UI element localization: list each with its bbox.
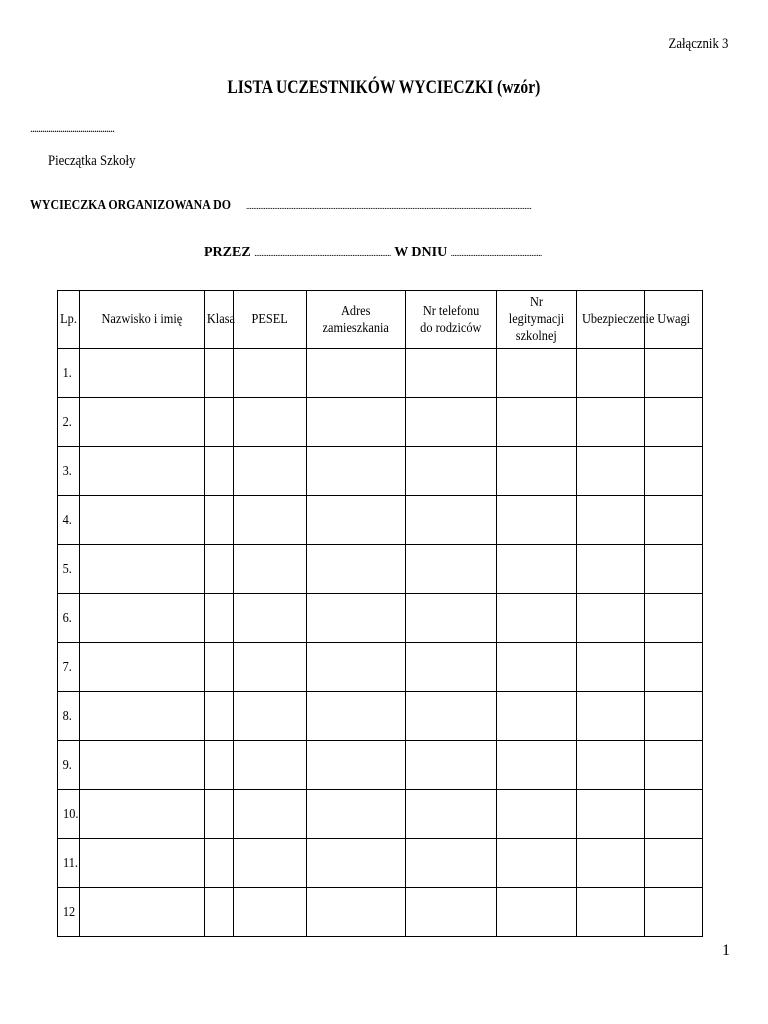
column-header bbox=[80, 291, 205, 349]
empty-cell[interactable] bbox=[80, 692, 205, 741]
empty-cell[interactable] bbox=[577, 741, 645, 790]
column-header bbox=[406, 291, 497, 349]
row-number bbox=[58, 790, 80, 839]
empty-cell[interactable] bbox=[645, 496, 703, 545]
trip-organizer-label: PRZEZ bbox=[204, 245, 251, 260]
empty-cell[interactable] bbox=[205, 496, 234, 545]
column-header bbox=[307, 291, 406, 349]
row-number bbox=[58, 594, 80, 643]
empty-cell[interactable] bbox=[307, 741, 406, 790]
table-row bbox=[58, 692, 703, 741]
empty-cell[interactable] bbox=[205, 545, 234, 594]
table-row bbox=[58, 741, 703, 790]
column-header bbox=[58, 291, 80, 349]
trip-date-label: W DNIU bbox=[394, 245, 448, 260]
empty-cell[interactable] bbox=[497, 545, 577, 594]
empty-cell[interactable] bbox=[80, 741, 205, 790]
empty-cell[interactable] bbox=[234, 447, 307, 496]
table-row bbox=[58, 643, 703, 692]
column-header-text: Ubezpieczenie bbox=[581, 312, 655, 327]
empty-cell[interactable] bbox=[307, 447, 406, 496]
empty-cell[interactable] bbox=[406, 447, 497, 496]
column-header-text: Nr legitymacji bbox=[508, 295, 565, 327]
table-row bbox=[58, 545, 703, 594]
column-header bbox=[577, 291, 655, 349]
empty-cell[interactable] bbox=[205, 643, 234, 692]
empty-cell[interactable] bbox=[497, 888, 577, 937]
empty-cell[interactable] bbox=[645, 643, 703, 692]
empty-cell[interactable] bbox=[205, 839, 234, 888]
empty-cell[interactable] bbox=[80, 496, 205, 545]
empty-cell[interactable] bbox=[234, 888, 307, 937]
empty-cell[interactable] bbox=[645, 545, 703, 594]
column-header-text: Nazwisko i imię bbox=[101, 312, 183, 327]
empty-cell[interactable] bbox=[205, 594, 234, 643]
row-number bbox=[58, 839, 80, 888]
empty-cell[interactable] bbox=[406, 741, 497, 790]
empty-cell[interactable] bbox=[406, 496, 497, 545]
empty-cell[interactable] bbox=[645, 447, 703, 496]
empty-cell[interactable] bbox=[307, 398, 406, 447]
table-row bbox=[58, 888, 703, 937]
column-header bbox=[234, 291, 307, 349]
trip-destination-dots: ................................................................................................................................................................... bbox=[245, 201, 532, 211]
empty-cell[interactable] bbox=[234, 398, 307, 447]
empty-cell[interactable] bbox=[645, 839, 703, 888]
row-number bbox=[58, 447, 80, 496]
column-header-text: Adres bbox=[341, 303, 371, 319]
empty-cell[interactable] bbox=[497, 839, 577, 888]
row-number-text: 3. bbox=[62, 463, 72, 479]
empty-cell[interactable] bbox=[497, 398, 577, 447]
attachment-label: Załącznik 3 bbox=[668, 36, 728, 52]
column-header-text: Uwagi bbox=[657, 312, 690, 327]
row-number-text: 5. bbox=[62, 561, 72, 577]
empty-cell[interactable] bbox=[645, 741, 703, 790]
empty-cell[interactable] bbox=[406, 790, 497, 839]
trip-destination-line bbox=[30, 198, 531, 214]
empty-cell[interactable] bbox=[80, 888, 205, 937]
stamp-label: Pieczątka Szkoły bbox=[48, 153, 136, 169]
empty-cell[interactable] bbox=[80, 349, 205, 398]
empty-cell[interactable] bbox=[406, 398, 497, 447]
row-number bbox=[58, 349, 80, 398]
empty-cell[interactable] bbox=[80, 545, 205, 594]
empty-cell[interactable] bbox=[497, 447, 577, 496]
empty-cell[interactable] bbox=[406, 594, 497, 643]
empty-cell[interactable] bbox=[497, 692, 577, 741]
empty-cell[interactable] bbox=[234, 741, 307, 790]
empty-cell[interactable] bbox=[234, 594, 307, 643]
empty-cell[interactable] bbox=[80, 790, 205, 839]
empty-cell[interactable] bbox=[80, 643, 205, 692]
page-number: 1 bbox=[722, 942, 730, 959]
column-header-text: szkolnej bbox=[515, 329, 558, 344]
empty-cell[interactable] bbox=[205, 888, 234, 937]
empty-cell[interactable] bbox=[234, 545, 307, 594]
empty-cell[interactable] bbox=[497, 643, 577, 692]
row-number bbox=[58, 643, 80, 692]
empty-cell[interactable] bbox=[577, 888, 645, 937]
row-number bbox=[58, 398, 80, 447]
row-number-text: 9. bbox=[62, 757, 72, 773]
empty-cell[interactable] bbox=[307, 545, 406, 594]
empty-cell[interactable] bbox=[497, 790, 577, 839]
stamp-placeholder-dots: .......................................... bbox=[30, 121, 114, 135]
table-row bbox=[58, 447, 703, 496]
empty-cell[interactable] bbox=[307, 692, 406, 741]
row-number-text: 4. bbox=[62, 512, 72, 528]
column-header-text: Lp. bbox=[60, 312, 77, 327]
empty-cell[interactable] bbox=[234, 692, 307, 741]
column-header-text: PESEL bbox=[251, 312, 289, 327]
row-number-text: 6. bbox=[62, 610, 72, 626]
column-header-text: do rodziców bbox=[420, 320, 482, 336]
empty-cell[interactable] bbox=[577, 594, 645, 643]
table-row bbox=[58, 398, 703, 447]
row-number-text: 12 bbox=[62, 904, 76, 920]
row-number-text: 11. bbox=[63, 855, 78, 871]
table-row bbox=[58, 790, 703, 839]
empty-cell[interactable] bbox=[577, 790, 645, 839]
empty-cell[interactable] bbox=[205, 349, 234, 398]
empty-cell[interactable] bbox=[645, 349, 703, 398]
empty-cell[interactable] bbox=[645, 888, 703, 937]
row-number-text: 1. bbox=[62, 365, 72, 381]
empty-cell[interactable] bbox=[307, 643, 406, 692]
empty-cell[interactable] bbox=[577, 398, 645, 447]
column-header bbox=[497, 291, 577, 349]
empty-cell[interactable] bbox=[577, 447, 645, 496]
empty-cell[interactable] bbox=[577, 839, 645, 888]
column-header-text: zamieszkania bbox=[322, 320, 390, 336]
column-header-text: Klasa bbox=[206, 312, 235, 327]
empty-cell[interactable] bbox=[234, 349, 307, 398]
empty-cell[interactable] bbox=[307, 839, 406, 888]
row-number bbox=[58, 496, 80, 545]
empty-cell[interactable] bbox=[497, 741, 577, 790]
row-number-text: 8. bbox=[62, 708, 72, 724]
empty-cell[interactable] bbox=[406, 643, 497, 692]
empty-cell[interactable] bbox=[577, 545, 645, 594]
empty-cell[interactable] bbox=[307, 496, 406, 545]
table-row bbox=[58, 496, 703, 545]
empty-cell[interactable] bbox=[307, 888, 406, 937]
empty-cell[interactable] bbox=[577, 496, 645, 545]
empty-cell[interactable] bbox=[80, 447, 205, 496]
trip-destination-label: WYCIECZKA ORGANIZOWANA DO bbox=[30, 198, 232, 213]
participants-table bbox=[57, 290, 703, 937]
empty-cell[interactable] bbox=[205, 447, 234, 496]
row-number bbox=[58, 888, 80, 937]
table-header-row bbox=[58, 291, 703, 349]
table-row bbox=[58, 594, 703, 643]
empty-cell[interactable] bbox=[307, 594, 406, 643]
empty-cell[interactable] bbox=[406, 692, 497, 741]
empty-cell[interactable] bbox=[645, 790, 703, 839]
empty-cell[interactable] bbox=[205, 692, 234, 741]
empty-cell[interactable] bbox=[234, 790, 307, 839]
empty-cell[interactable] bbox=[645, 398, 703, 447]
empty-cell[interactable] bbox=[80, 594, 205, 643]
page-title-text: LISTA UCZESTNIKÓW WYCIECZKI (wzór) bbox=[227, 77, 541, 98]
empty-cell[interactable] bbox=[80, 398, 205, 447]
empty-cell[interactable] bbox=[577, 692, 645, 741]
row-number bbox=[58, 692, 80, 741]
empty-cell[interactable] bbox=[497, 594, 577, 643]
empty-cell[interactable] bbox=[234, 839, 307, 888]
empty-cell[interactable] bbox=[234, 496, 307, 545]
empty-cell[interactable] bbox=[406, 839, 497, 888]
empty-cell[interactable] bbox=[234, 643, 307, 692]
trip-organizer-dots: .............................................................................. bbox=[254, 248, 391, 258]
page-title bbox=[0, 77, 768, 99]
row-number bbox=[58, 741, 80, 790]
empty-cell[interactable] bbox=[497, 349, 577, 398]
empty-cell[interactable] bbox=[406, 545, 497, 594]
empty-cell[interactable] bbox=[497, 496, 577, 545]
row-number-text: 2. bbox=[62, 414, 72, 430]
empty-cell[interactable] bbox=[205, 790, 234, 839]
empty-cell[interactable] bbox=[406, 888, 497, 937]
empty-cell[interactable] bbox=[406, 349, 497, 398]
table-row bbox=[58, 349, 703, 398]
empty-cell[interactable] bbox=[307, 349, 406, 398]
table-body bbox=[58, 349, 703, 937]
empty-cell[interactable] bbox=[645, 692, 703, 741]
empty-cell[interactable] bbox=[645, 594, 703, 643]
trip-date-dots: .................................................... bbox=[450, 248, 542, 258]
column-header bbox=[205, 291, 234, 349]
empty-cell[interactable] bbox=[205, 741, 234, 790]
empty-cell[interactable] bbox=[205, 398, 234, 447]
row-number bbox=[58, 545, 80, 594]
empty-cell[interactable] bbox=[80, 839, 205, 888]
row-number-text: 7. bbox=[62, 659, 72, 675]
column-header-text: Nr telefonu bbox=[422, 303, 480, 319]
row-number-text: 10. bbox=[63, 806, 79, 822]
empty-cell[interactable] bbox=[577, 349, 645, 398]
empty-cell[interactable] bbox=[307, 790, 406, 839]
empty-cell[interactable] bbox=[577, 643, 645, 692]
trip-organizer-line bbox=[204, 245, 542, 261]
table-row bbox=[58, 839, 703, 888]
